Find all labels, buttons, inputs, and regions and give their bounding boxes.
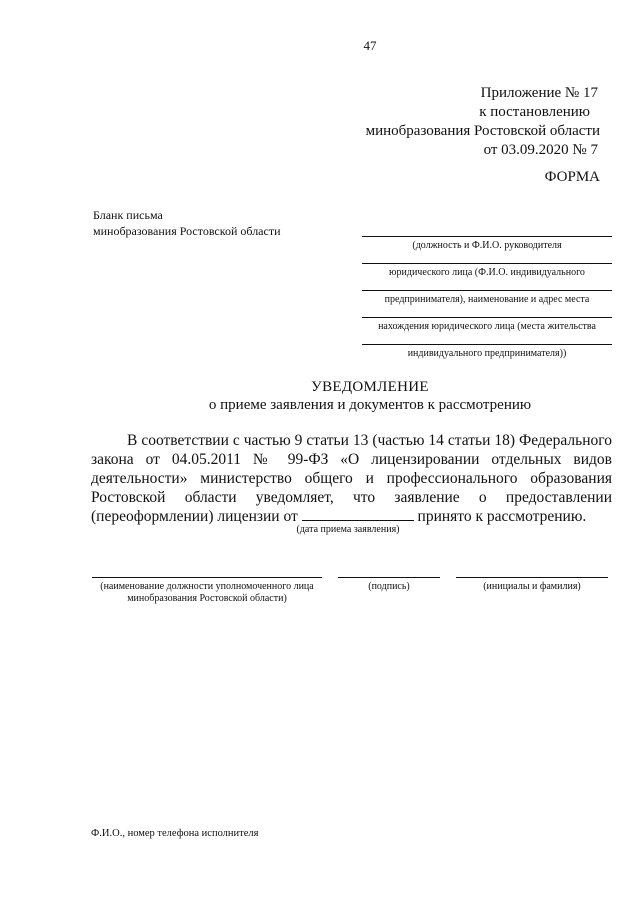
position-signature-line [92,577,322,605]
signature-line [338,577,440,593]
page-number: 47 [363,38,377,53]
date-caption: (дата приема заявления) [296,524,400,535]
date-blank-line [302,507,414,521]
addressee-line [362,317,612,343]
letterhead-line-2: минобразования Ростовской области [93,224,281,238]
notice-title: УВЕДОМЛЕНИЕ [311,379,429,395]
executor-note: Ф.И.О., номер телефона исполнителя [91,828,259,839]
notice-heading [0,378,640,414]
appendix-number: Приложение № 17 [480,85,598,101]
addressee-caption: юридического лица (Ф.И.О. индивидуального [389,267,585,278]
addressee-line [362,263,612,289]
signature-row [0,577,640,617]
addressee-caption: индивидуального предпринимателя)) [407,348,567,359]
notice-subtitle: о приеме заявления и документов к рассмотрению [208,397,532,413]
body-text-end: принято к рассмотрению. [417,508,587,525]
addressee-caption: предпринимателя), наименование и адрес места [384,294,590,305]
appendix-ref: к постановлению [479,104,590,120]
name-caption: (инициалы и фамилия) [483,581,581,592]
position-caption-line-2: минобразования Ростовской области) [127,593,287,604]
body-text-main: В соответствии с частью 9 статьи 13 (частью 14 статьи 18) Федерального закона от 04.05.2011 № 99-ФЗ «О лицензировании отдельных видов деятельности» министерство общего и профессионального образования Ростовской области уведомляет, что заявление о предоставлении (переоформлении) лицензии от [91,432,612,525]
addressee-caption: (должность и Ф.И.О. руководителя [412,240,562,251]
appendix-header [366,84,600,160]
name-signature-line [456,577,608,593]
appendix-authority: минобразования Ростовской области [365,123,600,139]
form-label: ФОРМА [544,169,600,185]
addressee-line [362,290,612,316]
appendix-date: от 03.09.2020 № 7 [483,142,598,158]
signature-caption: (подпись) [368,581,410,592]
addressee-caption: нахождения юридического лица (места жительства [378,321,596,332]
notice-body [91,431,612,526]
addressee-block [362,236,612,371]
addressee-line [362,344,612,370]
letterhead-placeholder [93,207,281,239]
position-caption-line-1: (наименование должности уполномоченного лица [100,581,314,592]
addressee-line [362,236,612,262]
letterhead-line-1: Бланк письма [93,208,163,222]
